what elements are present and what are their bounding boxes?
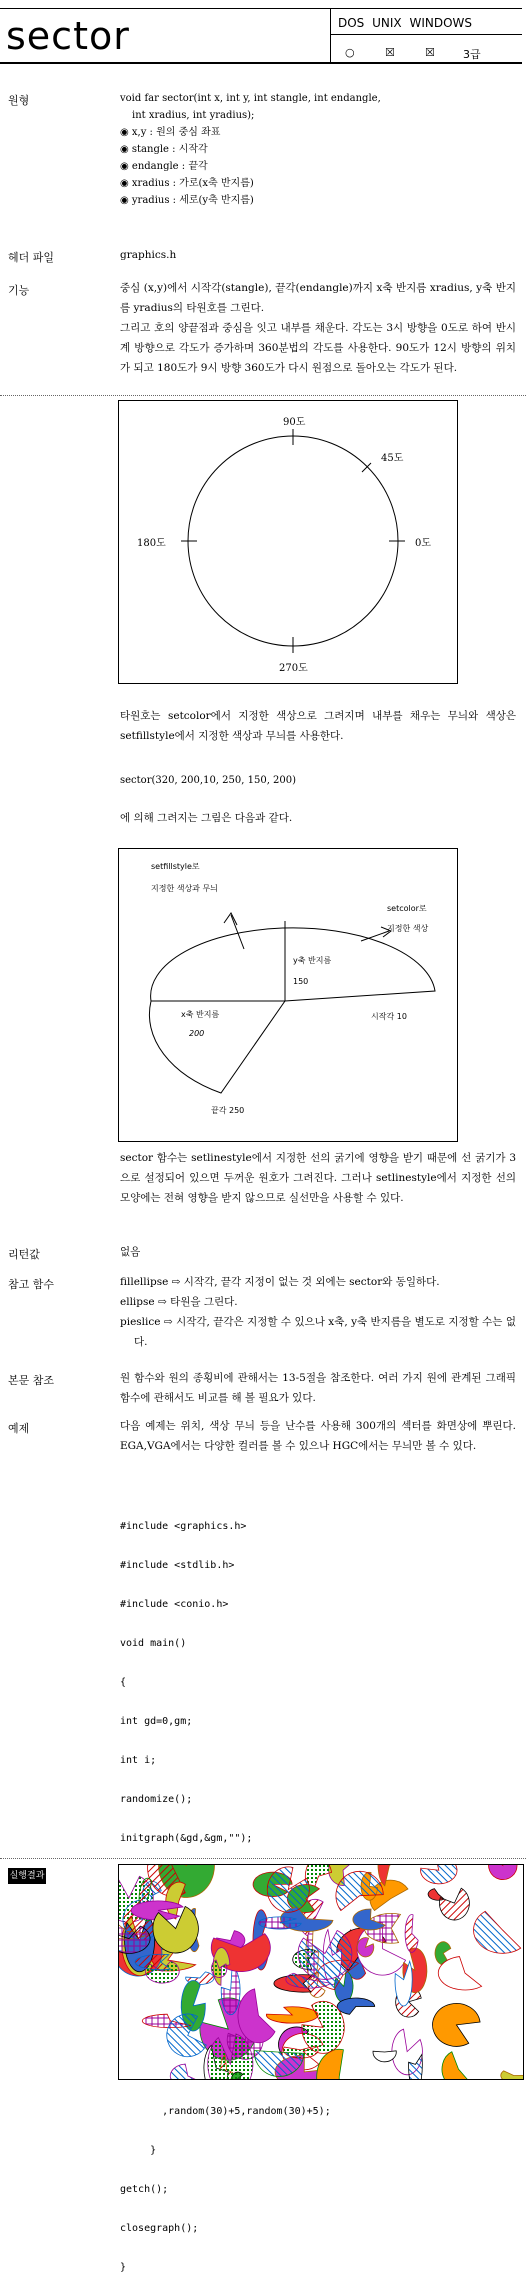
label-0: 0도: [415, 538, 432, 549]
fill-label-1: setfillstyle로: [151, 862, 200, 871]
param-xy: ◉ x,y : 원의 중심 좌표: [120, 124, 516, 141]
random-sector: [267, 1867, 309, 1912]
fill-label-2: 지정한 색상과 무늬: [151, 884, 218, 893]
label-45: 45도: [381, 453, 404, 464]
function-p2: 그리고 호의 양끝점과 중심을 잇고 내부를 채운다. 각도는 3시 방향을 0도로 하여 반시계 방향으로 각도가 증가하며 360분법의 각도를 사용한다. 90도가 12시 방향의 위치가 되고 180도가 9시 방향 360도가 다시 원점으로 돌아오는 각도가 된다.: [120, 322, 516, 374]
see-also-pieslice: pieslice ⇨ 시작각, 끝각은 지정할 수 있으나 x축, y축 반지름을 별도로 지정할 수는 없다.: [120, 1316, 516, 1348]
os-support: DOS UNIX WINDOWS: [338, 16, 472, 30]
see-also-list: [120, 1272, 516, 1352]
unix-mark: ☒: [385, 46, 395, 59]
result-screenshot: [118, 1864, 524, 2080]
return-value: 없음: [120, 1246, 141, 1258]
tick-45: [362, 463, 371, 472]
start-angle-label: 시작각 10: [371, 1012, 407, 1021]
text-ref-value: 원 함수와 원의 종횡비에 관해서는 13-5절을 참조한다. 여러 가지 원에 관계된 그래픽 함수에 관해서도 비교를 해 볼 필요가 있다.: [120, 1372, 516, 1404]
color-label-2: 지정한 색상: [387, 924, 429, 933]
code-line: initgraph(&gd,&gm,"");: [120, 1833, 253, 1844]
random-sector: [337, 1998, 375, 2014]
page-title: sector: [6, 14, 130, 58]
label-example: 예제: [8, 1422, 30, 1435]
code-line: getch();: [120, 2184, 169, 2195]
param-xradius: ◉ xradius : 가로(x축 반지름): [120, 175, 516, 192]
random-sector: [501, 2071, 523, 2079]
label-function: 기능: [8, 284, 30, 297]
after-circle-text: 타원호는 setcolor에서 지정한 색상으로 그려지며 내부를 채우는 무늬와 색상은 setfillstyle에서 지정한 색상과 무늬를 사용한다.: [120, 710, 516, 742]
header-bottom-rule: [0, 62, 522, 64]
grade-mark: 3급: [463, 48, 481, 61]
random-sector: [474, 1911, 521, 1953]
label-prototype: 원형: [8, 94, 30, 107]
param-endangle: ◉ endangle : 끝각: [120, 158, 516, 175]
code-line: }: [120, 2145, 157, 2156]
dotted-divider-result: [0, 1858, 526, 1859]
code-line: #include <graphics.h>: [120, 1521, 247, 1532]
prototype-line-1: void far sector(int x, int y, int stangle, int endangle,: [120, 93, 381, 104]
random-sectors-svg: [119, 1865, 523, 2079]
function-description: [120, 278, 516, 378]
param-stangle: ◉ stangle : 시작각: [120, 141, 516, 158]
random-sector: [405, 1915, 418, 1953]
call-example: sector(320, 200,10, 250, 150, 200): [120, 775, 297, 786]
header-mid-rule: [330, 34, 522, 35]
header-file-value: graphics.h: [120, 249, 177, 261]
result-badge: 실행결과: [8, 1868, 46, 1884]
random-sector: [170, 2064, 202, 2079]
angle-circle-figure: [118, 400, 458, 684]
code-line: int i;: [120, 1755, 157, 1766]
y-radius-value: 150: [293, 977, 309, 986]
x-radius-value: 200: [189, 1029, 205, 1038]
label-text-ref: 본문 참조: [8, 1374, 55, 1387]
code-line: closegraph();: [120, 2223, 199, 2234]
end-angle-label: 끝각 250: [211, 1106, 245, 1115]
function-p1: 중심 (x,y)에서 시작각(stangle), 끝각(endangle)까지 x축 반지름 xradius, y축 반지름 yradius의 타원호를 그린다.: [120, 282, 516, 314]
label-270: 270도: [279, 663, 308, 674]
x-radius-label: x축 반지름: [181, 1010, 220, 1019]
param-yradius: ◉ yradius : 세로(y축 반지름): [120, 192, 516, 209]
random-sector: [489, 1865, 517, 1880]
code-line: void main(): [120, 1638, 187, 1649]
see-also-ellipse: ellipse ⇨ 타원을 그린다.: [120, 1296, 238, 1308]
random-sector: [317, 2049, 344, 2079]
windows-mark: ☒: [425, 46, 435, 59]
angle-circle-svg: [119, 401, 457, 683]
dos-mark: ○: [345, 46, 355, 59]
sector-diagram: [118, 848, 458, 1142]
fill-arrow-head: [224, 913, 237, 925]
color-label-1: setcolor로: [387, 904, 427, 913]
see-also-fillellipse: fillellipse ⇨ 시작각, 끝각 지정이 없는 것 외에는 sector와 동일하다.: [120, 1276, 440, 1288]
dotted-divider: [0, 395, 526, 396]
code-line: randomize();: [120, 1794, 193, 1805]
label-return-value: 리턴값: [8, 1248, 40, 1261]
random-sector: [266, 2007, 318, 2023]
prototype-line-2: int xradius, int yradius);: [132, 110, 255, 121]
code-line: {: [120, 1677, 127, 1688]
example-text: 다음 예제는 위치, 색상 무늬 등을 난수를 사용해 300개의 섹터를 화면상에 뿌린다. EGA,VGA에서는 다양한 컬러를 볼 수 있으나 HGC에서는 무늬만 볼 수 있다.: [120, 1420, 516, 1452]
label-90: 90도: [283, 417, 306, 428]
label-180: 180도: [137, 538, 166, 549]
random-sector: [438, 1957, 481, 1990]
code-line: int gd=0,gm;: [120, 1716, 193, 1727]
label-see-also: 참고 함수: [8, 1278, 55, 1291]
random-sector: [433, 2003, 480, 2046]
call-example-after: 에 의해 그려지는 그림은 다음과 같다.: [120, 812, 293, 824]
prototype-block: [120, 90, 516, 209]
random-sector: [439, 1888, 469, 1920]
code-line: }: [120, 2262, 127, 2273]
code-line: ,random(30)+5,random(30)+5);: [120, 2106, 331, 2117]
random-sector: [258, 1917, 301, 1929]
label-header-file: 헤더 파일: [8, 251, 55, 264]
random-sector: [421, 1865, 457, 1884]
random-sector: [442, 2052, 470, 2079]
after-sector-text: sector 함수는 setlinestyle에서 지정한 선의 굵기에 영향을 받기 때문에 선 굵기가 3으로 설정되어 있으면 두꺼운 원호가 그려진다. 그러나 setlinestyle에서 지정한 선의 모양에는 전혀 영향을 받지 않으므로 실선만을 사용할 수 있다.: [120, 1152, 516, 1204]
y-radius-label: y축 반지름: [293, 956, 332, 965]
code-line: #include <stdlib.h>: [120, 1560, 235, 1571]
code-line: #include <conio.h>: [120, 1599, 229, 1610]
